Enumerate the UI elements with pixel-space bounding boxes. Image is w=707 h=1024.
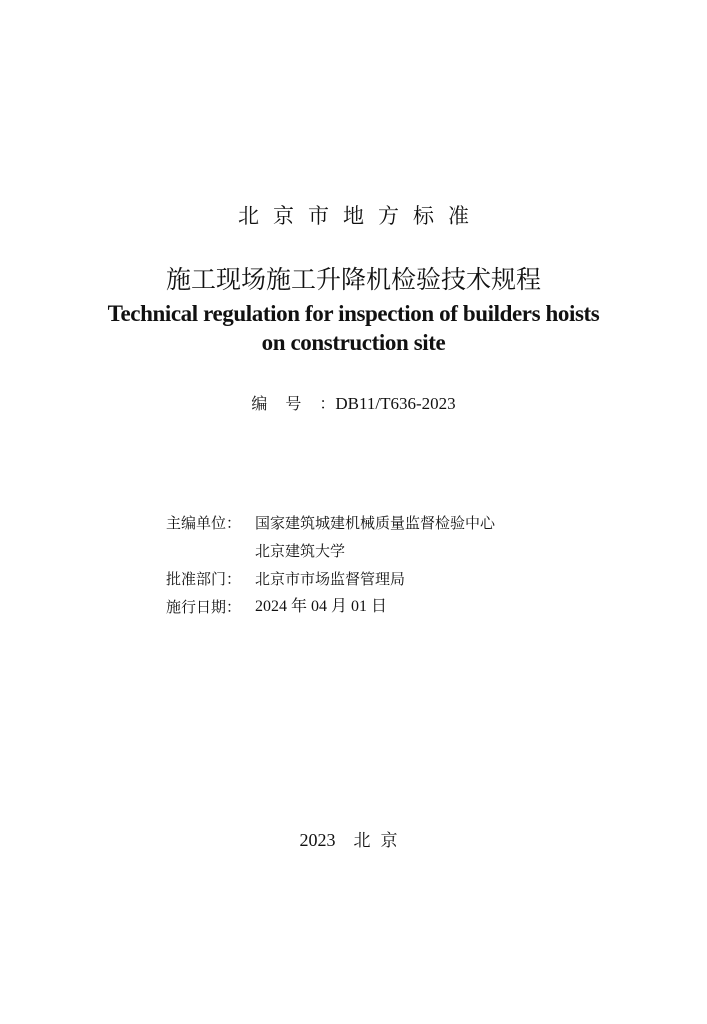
effective-date-label: 施行日期： [166,598,242,616]
editor-org-1: 国家建筑城建机械质量监督检验中心 [255,514,496,532]
title-english-line-1: Technical regulation for inspection of builders hoists [107,301,600,326]
standard-code-colon: ： [319,394,336,413]
footer-city: 北京 [353,831,408,851]
publication-info [166,509,586,621]
info-row-editor [166,509,586,537]
footer-year-city [0,826,707,855]
footer-year: 2023 [299,830,336,850]
editor-org-2: 北京建筑大学 [255,542,346,560]
title-english [0,299,707,357]
approver-value: 北京市市场监督管理局 [255,570,406,588]
standard-type-heading: 北京市地方标准 [238,204,483,228]
editor-label: 主编单位： [166,514,242,532]
info-row-approver [166,565,586,593]
approver-label: 批准部门： [166,570,242,588]
info-row-editor-continued [166,537,586,565]
title-english-line-2: on construction site [261,330,446,355]
title-chinese: 施工现场施工升降机检验技术规程 [165,265,541,294]
editor-label-spacer [166,537,255,565]
standard-code-value: DB11/T636-2023 [335,394,456,413]
standard-code [0,392,707,416]
standard-code-label: 编号 [251,394,320,413]
effective-date-value: 2024 年 04 月 01 日 [255,598,388,615]
info-row-effective-date [166,593,586,621]
